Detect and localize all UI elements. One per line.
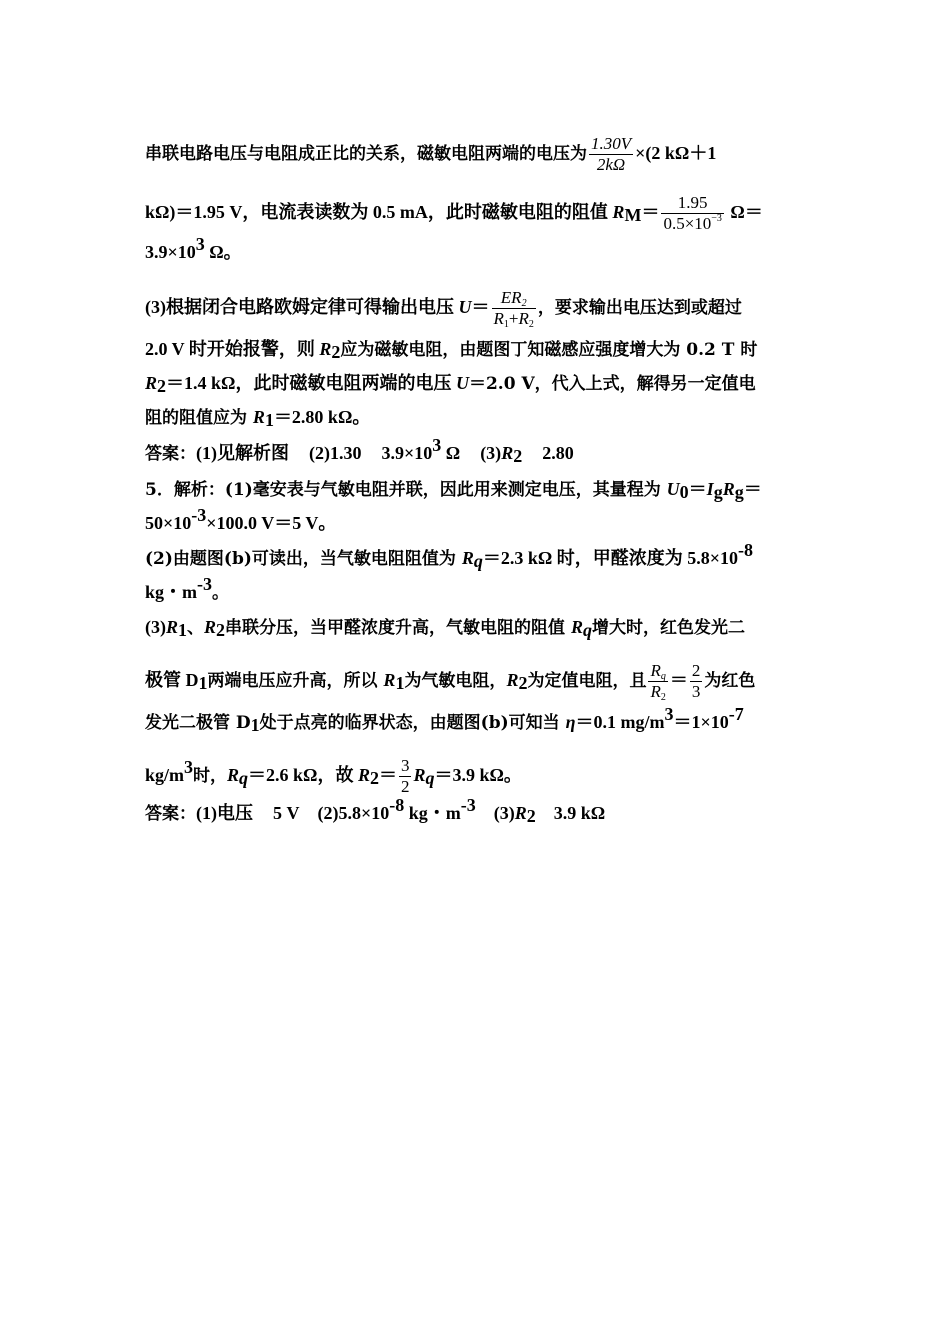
text: ＝3.9 kΩ。	[434, 765, 522, 785]
q5-line6	[145, 661, 807, 702]
subscript: 2	[528, 319, 534, 330]
subscript: 2	[216, 620, 226, 640]
fraction-numerator: 3	[400, 756, 410, 775]
text: 5．解析：(1)毫安表与气敏电阻并联，因此用来测定电压，其量程为	[145, 480, 667, 500]
symbol: R	[514, 803, 527, 823]
text: kg/m	[145, 765, 185, 785]
text: ＝	[471, 297, 490, 317]
text: 两端电压应升高，所以	[207, 671, 384, 691]
answer-label: 答案：	[145, 804, 196, 824]
subscript: q	[473, 551, 483, 571]
para1-line3	[145, 234, 807, 265]
subscript: g	[734, 482, 744, 502]
text: R	[650, 682, 661, 701]
subscript: g	[713, 482, 723, 502]
text: kg・m	[404, 803, 461, 823]
symbol: R	[722, 479, 735, 499]
subscript: q	[660, 671, 666, 682]
fraction	[690, 661, 703, 702]
text: 。	[212, 583, 230, 603]
text: 应为磁敏电阻，由题图丁知磁感应强度增大为 0.2 T 时	[340, 340, 758, 360]
superscript: -3	[191, 505, 207, 525]
subscript: 1	[503, 319, 509, 330]
symbol: R	[413, 765, 426, 785]
subscript: 0	[679, 482, 689, 502]
subscript: 2	[157, 376, 167, 396]
text: 时，	[193, 766, 228, 786]
subscript: 2	[521, 298, 527, 309]
symbol: I	[706, 479, 714, 499]
subscript: q	[425, 768, 435, 788]
text: Ω。	[204, 242, 242, 262]
text: (1)见解析图	[196, 443, 289, 463]
symbol: U	[458, 297, 472, 317]
subscript: 2	[518, 673, 528, 693]
para2-line3	[145, 371, 807, 396]
text: kg・m	[145, 582, 198, 602]
superscript: 3	[184, 757, 194, 777]
q5-line2	[145, 505, 807, 536]
text: (2)由题图(b)可读出，当气敏电阻阻值为	[145, 549, 462, 569]
text: 2.0 V 时开始报警，则	[145, 339, 320, 359]
text: 3.9 kΩ	[553, 803, 606, 823]
fraction	[648, 661, 667, 702]
superscript: -8	[738, 540, 754, 560]
text: 50×10	[145, 513, 192, 533]
text: ER	[500, 288, 522, 307]
text: ，要求输出电压达到或超过	[537, 298, 742, 318]
fraction	[399, 756, 412, 797]
q5-line1	[145, 477, 807, 502]
text: Ω	[441, 443, 461, 463]
symbol: R	[570, 617, 583, 637]
text: 串联电路电压与电阻成正比的关系，磁敏电阻两端的电压为	[145, 144, 587, 164]
text: R	[650, 661, 661, 680]
symbol: R	[501, 443, 514, 463]
text: (3)	[493, 803, 515, 823]
fraction-numerator: 1.30V	[591, 134, 632, 153]
symbol: R	[383, 670, 396, 690]
q5-line4	[145, 574, 807, 605]
answer-label: 答案：	[145, 444, 196, 464]
text: (2)5.8×10	[317, 803, 390, 823]
subscript: 2	[331, 342, 341, 362]
text: (2)1.30	[309, 443, 362, 463]
subscript: q	[582, 620, 592, 640]
q5-line3	[145, 540, 807, 571]
text: 为气敏电阻，	[404, 671, 507, 691]
fraction-denominator	[661, 213, 723, 234]
para2-line1	[145, 288, 807, 329]
text: 5 V	[273, 803, 300, 823]
fraction-denominator	[648, 681, 667, 702]
fraction-numerator	[648, 661, 667, 681]
para2-line4	[145, 405, 807, 430]
symbol: R	[357, 765, 370, 785]
symbol: R	[145, 373, 158, 393]
fraction	[589, 134, 633, 175]
subscript: 1	[178, 620, 188, 640]
fraction	[492, 288, 536, 329]
answer2-line	[145, 795, 807, 826]
text: ×(2 kΩ＋1	[635, 143, 717, 163]
text: ×100.0 V＝5 V。	[206, 513, 337, 533]
subscript: 2	[526, 806, 536, 826]
superscript: 3	[432, 435, 442, 455]
subscript: M	[624, 205, 642, 225]
q5-line5	[145, 615, 807, 640]
text: ＝	[669, 670, 688, 690]
text: Ω＝	[725, 202, 763, 222]
subscript: 2	[660, 692, 666, 703]
text: ＝2.80 kΩ。	[273, 407, 371, 427]
subscript: 2	[513, 446, 523, 466]
fraction-denominator	[492, 308, 536, 329]
text: 为定值电阻，且	[527, 671, 647, 691]
text: ＝	[688, 479, 707, 499]
text: R	[493, 309, 504, 328]
answer1-line	[145, 435, 807, 466]
text: 为红色	[704, 671, 756, 691]
text: (3)	[145, 617, 166, 637]
text: 串联分压，当甲醛浓度升高，气敏电阻的阻值	[225, 618, 571, 638]
superscript: -3	[197, 574, 213, 594]
text: R	[518, 309, 529, 328]
subscript: 1	[250, 715, 260, 735]
symbol: R	[319, 339, 332, 359]
text: 极管 D	[145, 670, 199, 690]
text: ＝1.4 kΩ，此时磁敏电阻两端的电压	[166, 373, 456, 393]
text: 3.9×10	[381, 443, 433, 463]
text: (3)根据闭合电路欧姆定律可得输出电压	[145, 297, 459, 317]
text: 阻的阻值应为	[145, 408, 253, 428]
text: 处于点亮的临界状态，由题图(b)可知当	[259, 713, 566, 733]
text: 发光二极管 D	[145, 713, 251, 733]
text: ＝2.6 kΩ，故	[248, 765, 358, 785]
symbol: U	[455, 373, 469, 393]
text: ＝	[641, 202, 660, 222]
text: 、	[187, 618, 205, 638]
text: ＝2.3 kΩ 时，甲醛浓度为 5.8×10	[482, 548, 739, 568]
symbol: R	[252, 407, 265, 427]
text: kΩ)＝1.95 V，电流表读数为 0.5 mA，此时磁敏电阻的阻值	[145, 202, 613, 222]
symbol: U	[666, 479, 680, 499]
text: ＝1×10	[673, 712, 729, 732]
superscript: −3	[711, 213, 722, 224]
subscript: 2	[369, 768, 379, 788]
fraction-numerator: 1.95	[677, 193, 708, 212]
superscript: 3	[195, 234, 205, 254]
text: ＝	[743, 479, 762, 499]
symbol: R	[227, 765, 240, 785]
superscript: 3	[664, 704, 674, 724]
text: ＝0.1 mg/m	[575, 712, 665, 732]
fraction-denominator: 2kΩ	[589, 154, 633, 175]
text: 增大时，红色发光二	[591, 618, 745, 638]
symbol: R	[166, 617, 179, 637]
q5-line7	[145, 704, 807, 735]
text: (3)	[480, 443, 502, 463]
para1-line2	[145, 193, 807, 234]
fraction-numerator: 2	[691, 661, 701, 680]
text: (1)电压	[196, 803, 253, 823]
fraction-denominator: 2	[400, 777, 410, 796]
text: ＝	[378, 765, 397, 785]
text: 2.80	[542, 443, 574, 463]
symbol: R	[506, 670, 519, 690]
text: +	[508, 309, 519, 328]
symbol: R	[612, 202, 625, 222]
subscript: 1	[395, 673, 405, 693]
text: 3.9×10	[145, 242, 196, 262]
text: ＝2.0 V，代入上式，解得另一定值电	[468, 374, 756, 394]
fraction	[661, 193, 723, 234]
q5-line8	[145, 756, 807, 797]
fraction-numerator	[492, 288, 536, 308]
symbol: R	[461, 548, 474, 568]
text: 0.5×10	[663, 214, 712, 233]
para1-line1	[145, 134, 807, 175]
fraction-denominator: 3	[691, 682, 701, 701]
subscript: 1	[264, 410, 274, 430]
symbol: R	[204, 617, 217, 637]
superscript: -8	[389, 795, 405, 815]
subscript: 1	[198, 673, 208, 693]
symbol: η	[565, 712, 576, 732]
superscript: -3	[460, 795, 476, 815]
para2-line2	[145, 337, 807, 362]
subscript: q	[239, 768, 249, 788]
superscript: -7	[728, 704, 744, 724]
